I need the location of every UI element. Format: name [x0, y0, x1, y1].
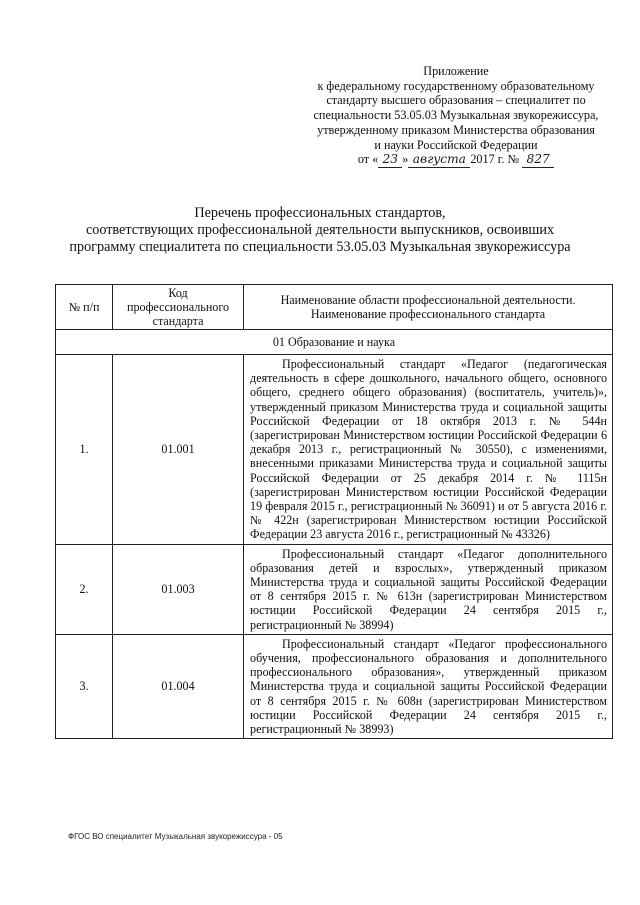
appendix-line: и науки Российской Федерации: [374, 137, 538, 152]
appendix-line: Приложение: [423, 64, 489, 78]
order-year: 2017 г. №: [470, 152, 520, 167]
table-row: [56, 355, 613, 545]
row-description: Профессиональный стандарт «Педагог (педагогическая деятельность в сфере дошкольного, начального общего, основного общего, среднего общего образования) (воспитатель, учитель)», утвержденный приказом Министерства труда и социальной защиты Российской Федерации от 18 октября 2013 г. № 544н (зарегистрирован Министерством юстиции Российской Федерации 6 декабря 2013 г., регистрационный № 30550), с изменениями, внесенными приказами Министерства труда и социальной защиты Российской Федерации от 25 декабря 2014 г. № 1115н (зарегистрирован Министерством юстиции Российской Федерации 19 февраля 2015 г., регистрационный № 36091) и от 5 августа 2016 г. № 422н (зарегистрирован Министерством юстиции Российской Федерации 23 августа 2016 г., регистрационный № 43326): [244, 355, 613, 545]
order-date-line: [300, 152, 612, 168]
appendix-line: к федеральному государственному образовательному: [317, 78, 595, 93]
row-code: 01.003: [113, 544, 244, 634]
header-name: Наименование области профессиональной деятельности. Наименование профессионального стандарта: [244, 285, 613, 330]
header-code: Код профессионального стандарта: [113, 285, 244, 330]
order-day-handwritten: 23: [378, 152, 402, 168]
order-number-handwritten: 827: [522, 152, 554, 168]
appendix-line: утвержденному приказом Министерства образования: [317, 122, 595, 137]
document-title: [40, 205, 600, 256]
table-row: [56, 544, 613, 634]
row-description: Профессиональный стандарт «Педагог дополнительного образования детей и взрослых», утвержденный приказом Министерства труда и социальной защиты Российской Федерации от 8 сентября 2015 г. № 613н (зарегистрирован Министерством юстиции Российской Федерации 24 сентября 2015 г., регистрационный № 38994): [244, 544, 613, 634]
title-line: Перечень профессиональных стандартов,: [194, 205, 446, 221]
order-prefix: от «: [357, 152, 379, 167]
row-number: 2.: [56, 544, 113, 634]
section-title: 01 Образование и наука: [56, 330, 613, 355]
row-number: 3.: [56, 634, 113, 738]
section-row: [56, 330, 613, 355]
appendix-header: [300, 64, 612, 168]
title-line: соответствующих профессиональной деятельности выпускников, освоивших: [85, 222, 555, 238]
order-month-handwritten: августа: [408, 152, 470, 168]
standards-table: [55, 284, 613, 739]
table-row: [56, 634, 613, 738]
row-code: 01.001: [113, 355, 244, 545]
row-description: Профессиональный стандарт «Педагог профессионального обучения, профессионального образования и дополнительного профессионального образования», утвержденный приказом Министерства труда и социальной защиты Российской Федерации от 8 сентября 2015 г. № 608н (зарегистрирован Министерством юстиции Российской Федерации 24 сентября 2015 г., регистрационный № 38993): [244, 634, 613, 738]
appendix-line: специальности 53.05.03 Музыкальная звукорежиссура,: [313, 108, 599, 123]
row-code: 01.004: [113, 634, 244, 738]
order-mid: »: [402, 152, 409, 167]
page-footer: ФГОС ВО специалитет Музыкальная звукорежиссура - 05: [68, 832, 283, 841]
header-num: № п/п: [56, 285, 113, 330]
appendix-line: стандарту высшего образования – специалитет по: [326, 93, 586, 108]
row-number: 1.: [56, 355, 113, 545]
table-header-row: [56, 285, 613, 330]
title-line: программу специалитета по специальности 53.05.03 Музыкальная звукорежиссура: [69, 239, 571, 255]
